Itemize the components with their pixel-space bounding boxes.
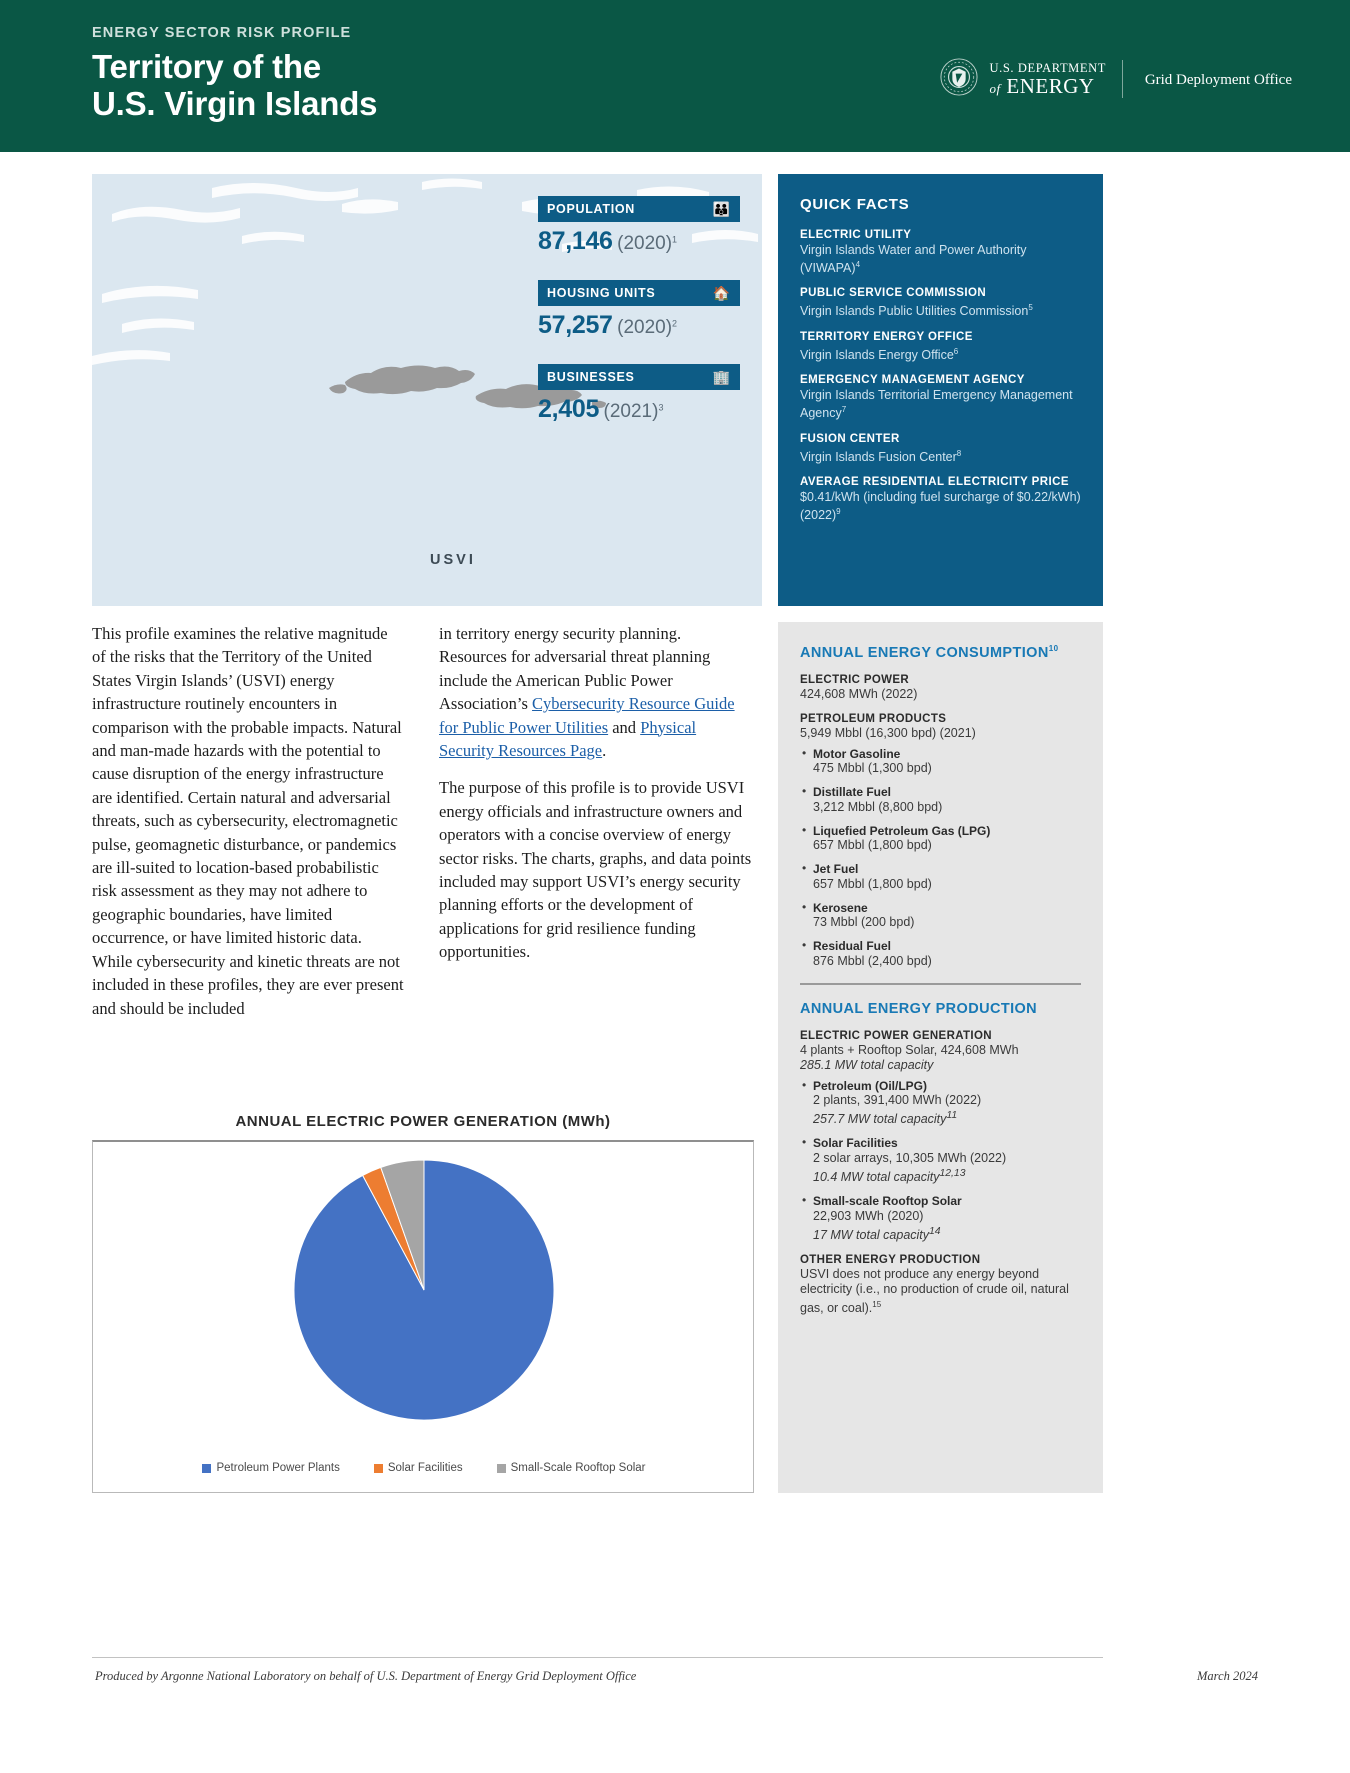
quick-fact-value-text: $0.41/kWh (including fuel surcharge of $0.22/kWh) (2022) [800,490,1081,522]
legend-item-solar-facilities [374,1462,463,1474]
stat-card-housing-header [538,280,740,306]
stat-card-housing-value [538,306,740,340]
product-value: 657 Mbbl (1,800 bpd) [813,838,932,853]
consumption-petroleum-label: PETROLEUM PRODUCTS [800,712,947,725]
quick-fact-footnote: 4 [855,259,861,269]
product-value: 3,212 Mbbl (8,800 bpd) [813,799,943,814]
consumption-title-text: ANNUAL ENERGY CONSUMPTION [800,644,1049,661]
plant-footnote: 11 [946,1110,958,1122]
legend-swatch-icon [374,1464,383,1473]
plant-capacity-text: 10.4 MW total capacity [813,1170,940,1185]
body-paragraph-2-mid: and [608,717,641,737]
legend-swatch-icon [202,1464,211,1473]
doe-department-line: U.S. DEPARTMENT [989,60,1106,75]
stat-card-population [538,196,740,256]
page-title-line2: U.S. Virgin Islands [92,85,378,122]
body-paragraph-3: The purpose of this profile is to provide USVI energy officials and infrastructure owners and operators with a concise overview of energy sector risks. The charts, graphs, and data points included may support USVI’s energy security planning efforts or the development of applications for grid resilience funding opportunities. [439,778,752,962]
consumption-electric-power-value: 424,608 MWh (2022) [800,686,918,701]
doe-of-word: of [989,81,1001,97]
list-item [800,901,1081,931]
electric-power-generation-chart [92,1105,754,1493]
stat-housing-number: 57,257 [538,311,613,339]
legend-swatch-icon [497,1464,506,1473]
people-icon: 👪 [712,201,731,217]
doe-energy-word: ENERGY [1006,74,1095,99]
stat-card-businesses-label: BUSINESSES [547,370,635,384]
quick-fact-footnote: 5 [1028,303,1033,313]
plant-capacity [813,1166,1081,1185]
physical-security-resources-link[interactable]: Physical Security Resources Page [439,717,697,761]
stat-card-housing-units [538,280,740,340]
intro-body-text [92,622,752,1034]
quick-fact-footnote: 6 [953,346,959,356]
energy-data-sidebar [778,622,1103,1493]
production-generation-label: ELECTRIC POWER GENERATION [800,1029,992,1042]
page-title-line1: Territory of the [92,48,322,85]
quick-fact-value-text: Virgin Islands Energy Office [800,347,954,362]
body-paragraph-2-pre: in territory energy security planning. Resources for adversarial threat planning include the American Public Power Association’s [439,624,711,714]
quick-facts-panel [778,174,1103,606]
list-item [800,1194,1081,1243]
grid-deployment-office-label: Grid Deployment Office [1144,72,1292,88]
header-eyebrow: ENERGY SECTOR RISK PROFILE [92,25,352,41]
plant-name: • Small-scale Rooftop Solar [813,1194,962,1209]
other-production-label: OTHER ENERGY PRODUCTION [800,1253,981,1266]
other-production-footnote: 15 [872,1299,882,1309]
legend-label: Solar Facilities [387,1462,463,1474]
logo-divider [1122,60,1123,98]
chart-title: ANNUAL ELECTRIC POWER GENERATION (MWh) [235,1113,611,1130]
stat-population-footnote: 1 [672,234,678,245]
doe-logo [940,58,1106,101]
quick-fact-value [800,388,1081,420]
other-production-text: USVI does not produce any energy beyond electricity (i.e., no production of crude oil, natural gas, or coal). [800,1266,1069,1315]
plant-name: • Petroleum (Oil/LPG) [813,1078,928,1093]
product-name: • Distillate Fuel [813,785,892,800]
body-column-1 [92,622,405,1034]
page-header [0,0,1350,152]
quick-fact-value-text: Virgin Islands Public Utilities Commission [800,304,1029,319]
stat-businesses-footnote: 3 [658,402,664,413]
product-value: 73 Mbbl (200 bpd) [813,915,915,930]
consumption-title-footnote: 10 [1048,644,1059,653]
quick-fact-label: EMERGENCY MANAGEMENT AGENCY [800,374,1025,387]
plant-value: 2 plants, 391,400 MWh (2022) [813,1093,982,1108]
consumption-petroleum-products [800,712,1081,969]
quick-fact-value-text: Virgin Islands Water and Power Authority (VIWAPA) [800,243,1027,275]
product-value: 475 Mbbl (1,300 bpd) [813,761,932,776]
quick-fact-footnote: 9 [836,506,841,516]
product-value: 657 Mbbl (1,800 bpd) [813,876,932,891]
quick-fact-value [800,301,1081,319]
quick-fact-footnote: 7 [841,404,847,414]
product-name: • Kerosene [813,900,868,915]
quick-fact-label: AVERAGE RESIDENTIAL ELECTRICITY PRICE [800,476,1070,489]
annual-energy-production-title: ANNUAL ENERGY PRODUCTION [800,1000,1038,1017]
legend-label: Small-Scale Rooftop Solar [510,1462,646,1474]
quick-fact-average-residential-electricity-price [800,475,1081,522]
generation-plants-list [800,1079,1081,1243]
product-name: • Motor Gasoline [813,746,901,761]
map-territory-label: USVI [430,552,476,568]
consumption-petroleum-value: 5,949 Mbbl (16,300 bpd) (2021) [800,725,976,740]
product-value: 876 Mbbl (2,400 bpd) [813,953,932,968]
chart-frame [92,1140,754,1493]
doe-wordmark [990,62,1106,98]
house-icon: 🏠 [712,285,731,301]
plant-capacity [813,1108,1081,1127]
production-generation-value: 4 plants + Rooftop Solar, 424,608 MWh [800,1042,1019,1057]
quick-fact-footnote: 8 [956,448,962,458]
stat-card-population-label: POPULATION [547,202,636,216]
plant-footnote: 14 [929,1225,941,1237]
quick-fact-label: PUBLIC SERVICE COMMISSION [800,287,987,300]
plant-value: 22,903 MWh (2020) [813,1208,924,1223]
quick-fact-label: TERRITORY ENERGY OFFICE [800,330,973,343]
doe-energy-line [990,76,1106,97]
quick-fact-emergency-management-agency [800,373,1081,420]
sidebar-divider [800,983,1081,985]
quick-fact-value-text: Virgin Islands Territorial Emergency Management Agency [800,388,1073,421]
body-paragraph-1: This profile examines the relative magnitude of the risks that the Territory of the United States Virgin Islands’ (USVI) energy infrastructure routinely encounters in comparison with the probable impacts. Natural and man-made hazards with the potential to cause disruption of the energy infrastructure are identified. Certain natural and adversarial threats, such as cybersecurity, electromagnetic pulse, geomagnetic disturbance, or pandemics are ill-suited to location-based probabilistic risk assessment as they may not adhere to geographic boundaries, have limited occurrence, or have limited historic data. While cybersecurity and kinetic threats are not included in these profiles, they are ever present and should be included [92,624,404,1018]
list-item [800,1136,1081,1185]
pie-svg [93,1160,755,1420]
stat-cards [538,196,740,448]
quick-fact-value [800,490,1081,522]
stat-card-population-header [538,196,740,222]
footer-date: March 2024 [1197,1669,1258,1683]
quick-fact-value [800,447,1081,465]
stat-businesses-number: 2,405 [538,395,600,423]
pie-holder [93,1160,755,1420]
footer-attribution: Produced by Argonne National Laboratory on behalf of U.S. Department of Energy Grid Deployment Office [95,1669,637,1683]
quick-fact-value [800,243,1081,275]
list-item [800,1079,1081,1128]
stat-businesses-year: (2021) [603,401,659,422]
quick-fact-value [800,345,1081,363]
quick-fact-value-text: Virgin Islands Fusion Center [800,449,957,464]
stat-card-businesses-value [538,390,740,424]
stat-card-businesses-header [538,364,740,390]
production-electric-power-generation [800,1029,1081,1243]
quick-fact-label: ELECTRIC UTILITY [800,229,912,241]
plant-footnote: 12,13 [939,1167,966,1179]
stat-card-businesses [538,364,740,424]
quick-fact-label: FUSION CENTER [800,432,900,445]
quick-fact-territory-energy-office [800,330,1081,363]
stat-housing-footnote: 2 [672,318,678,329]
stat-housing-year: (2020) [617,317,673,338]
doe-seal-icon [940,58,978,101]
other-energy-production [800,1253,1081,1316]
list-item [800,785,1081,815]
plant-name: • Solar Facilities [813,1136,898,1151]
consumption-electric-power [800,673,1081,702]
body-paragraph-2-post: . [602,741,607,761]
product-name: • Liquefied Petroleum Gas (LPG) [813,823,991,838]
list-item [800,747,1081,777]
list-item [800,939,1081,969]
plant-value: 2 solar arrays, 10,305 MWh (2022) [813,1150,1007,1165]
quick-fact-public-service-commission [800,286,1081,319]
building-icon: 🏢 [712,369,731,385]
body-column-2 [439,622,752,978]
quick-facts-title: QUICK FACTS [800,196,910,213]
stat-card-housing-label: HOUSING UNITS [547,286,656,300]
cybersecurity-resource-guide-link[interactable]: Cybersecurity Resource Guide for Public Power Utilities [439,694,735,737]
legend-label: Petroleum Power Plants [216,1462,340,1474]
list-item [800,862,1081,892]
annual-energy-consumption-title [800,644,1081,661]
chart-legend [93,1462,755,1474]
legend-item-petroleum-power-plants [202,1462,339,1474]
product-name: • Residual Fuel [813,939,892,954]
stat-card-population-value [538,222,740,256]
list-item [800,824,1081,854]
petroleum-products-list [800,747,1081,969]
product-name: • Jet Fuel [813,862,859,877]
legend-item-small-scale-rooftop-solar [497,1462,646,1474]
stat-population-year: (2020) [617,233,673,254]
other-production-value [800,1267,1081,1316]
consumption-electric-power-label: ELECTRIC POWER [800,673,910,686]
page-title [92,48,377,122]
stat-population-number: 87,146 [538,227,613,255]
quick-fact-electric-utility [800,228,1081,275]
plant-capacity [813,1224,1081,1243]
quick-fact-fusion-center [800,432,1081,465]
body-paragraph-2 [439,622,752,762]
plant-capacity-text: 257.7 MW total capacity [813,1112,947,1127]
footer-divider [92,1657,1103,1658]
plant-capacity-text: 17 MW total capacity [813,1227,930,1242]
production-generation-capacity: 285.1 MW total capacity [800,1057,934,1072]
